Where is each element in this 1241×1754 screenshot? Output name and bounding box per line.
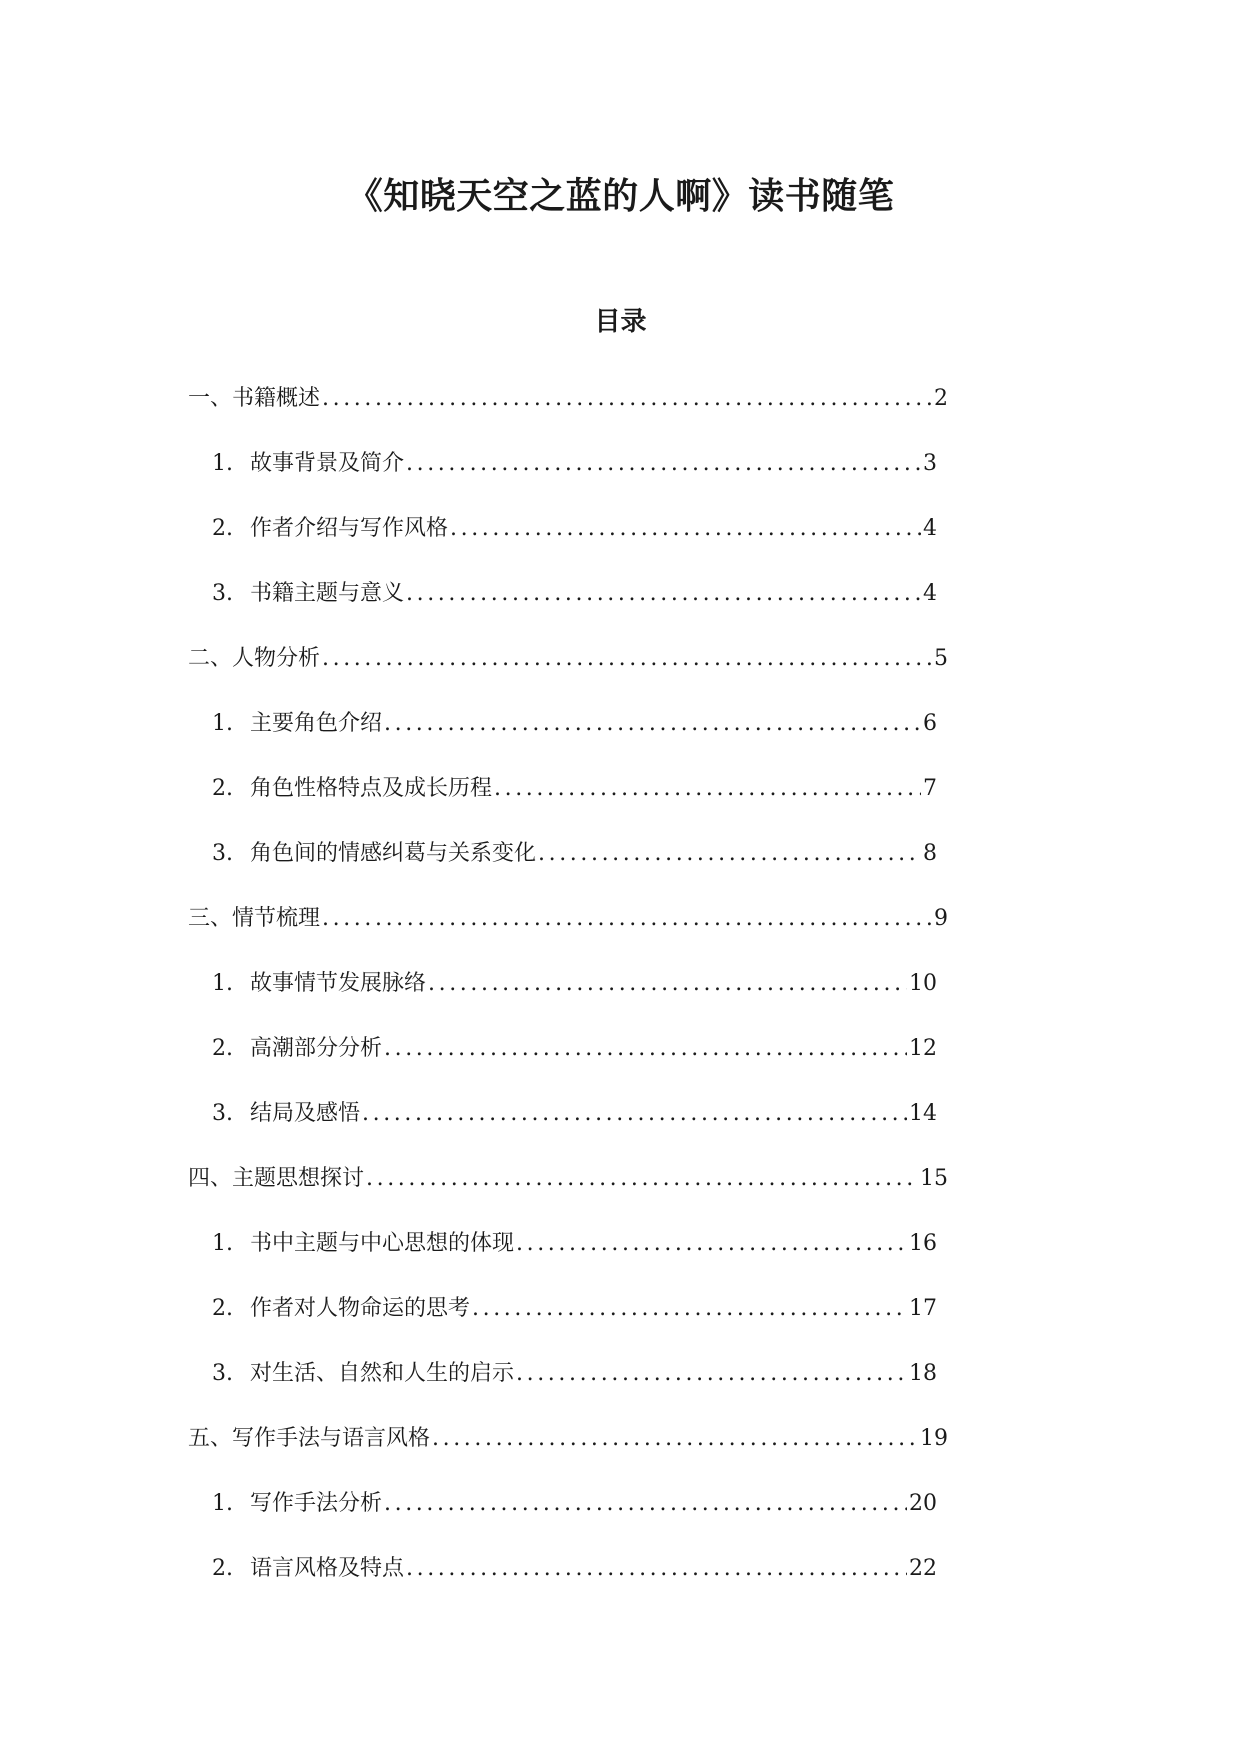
toc-entry-label: 角色性格特点及成长历程 [250,776,493,801]
toc-entry-label: 主要角色介绍 [250,711,383,736]
toc-entry-label: 故事背景及简介 [250,451,405,476]
toc-dot-leader [384,707,921,741]
table-of-contents [188,382,948,1617]
document-title: 《知晓天空之蓝的人啊》读书随笔 [346,176,895,218]
toc-dot-leader [366,1162,918,1196]
toc-entry-number: 1. [212,711,233,736]
toc-section-entry[interactable] [188,642,948,707]
toc-entry-number: 3. [212,581,233,606]
toc-dot-leader [322,382,932,416]
toc-page-number: 9 [934,906,948,931]
toc-dot-leader [432,1422,918,1456]
toc-dot-leader [494,772,921,806]
toc-subsection-entry[interactable] [188,577,937,642]
toc-page-number: 4 [923,516,937,541]
toc-entry-number: 3. [212,1101,233,1126]
toc-subsection-entry[interactable] [188,1552,937,1617]
toc-dot-leader [322,902,932,936]
toc-entry-label: 一、书籍概述 [188,386,321,411]
toc-entry-label: 角色间的情感纠葛与关系变化 [250,841,537,866]
toc-entry-label: 书中主题与中心思想的体现 [250,1231,515,1256]
toc-dot-leader [472,1292,907,1326]
toc-entry-number: 1. [212,1231,233,1256]
toc-entry-number: 2. [212,1296,233,1321]
toc-entry-label: 三、情节梳理 [188,906,321,931]
toc-entry-label: 书籍主题与意义 [250,581,405,606]
toc-subsection-entry[interactable] [188,1227,937,1292]
toc-subsection-entry[interactable] [188,1032,937,1097]
toc-page-number: 7 [923,776,937,801]
toc-subsection-entry[interactable] [188,967,937,1032]
toc-subsection-entry[interactable] [188,772,937,837]
toc-page-number: 2 [934,386,948,411]
toc-dot-leader [516,1357,907,1391]
toc-dot-leader [516,1227,907,1261]
toc-page-number: 3 [923,451,937,476]
toc-entry-number: 2. [212,1036,233,1061]
toc-dot-leader [406,1552,907,1586]
toc-entry-label: 高潮部分分析 [250,1036,383,1061]
toc-entry-label: 作者介绍与写作风格 [250,516,449,541]
toc-entry-number: 2. [212,1556,233,1581]
toc-subsection-entry[interactable] [188,447,937,512]
toc-page-number: 18 [909,1361,937,1386]
toc-entry-label: 故事情节发展脉络 [250,971,427,996]
toc-dot-leader [538,837,921,871]
toc-dot-leader [362,1097,907,1131]
toc-entry-label: 对生活、自然和人生的启示 [250,1361,515,1386]
toc-dot-leader [406,577,921,611]
toc-dot-leader [450,512,921,546]
toc-dot-leader [384,1032,907,1066]
toc-subsection-entry[interactable] [188,1487,937,1552]
toc-entry-number: 1. [212,971,233,996]
toc-entry-label: 结局及感悟 [250,1101,361,1126]
toc-page-number: 5 [934,646,948,671]
toc-page-number: 22 [909,1556,937,1581]
toc-page-number: 17 [909,1296,937,1321]
toc-subsection-entry[interactable] [188,1097,937,1162]
toc-dot-leader [384,1487,907,1521]
toc-page-number: 8 [923,841,937,866]
toc-page-number: 15 [920,1166,948,1191]
toc-dot-leader [322,642,932,676]
toc-entry-label: 写作手法分析 [250,1491,383,1516]
toc-entry-number: 3. [212,1361,233,1386]
toc-entry-label: 语言风格及特点 [250,1556,405,1581]
toc-entry-label: 四、主题思想探讨 [188,1166,365,1191]
toc-section-entry[interactable] [188,902,948,967]
toc-subsection-entry[interactable] [188,837,937,902]
toc-entry-number: 3. [212,841,233,866]
toc-entry-label: 五、写作手法与语言风格 [188,1426,431,1451]
toc-heading: 目录 [594,306,647,337]
toc-entry-label: 作者对人物命运的思考 [250,1296,471,1321]
toc-page-number: 16 [909,1231,937,1256]
toc-dot-leader [406,447,921,481]
toc-page-number: 12 [909,1036,937,1061]
toc-section-entry[interactable] [188,1162,948,1227]
toc-entry-number: 2. [212,516,233,541]
toc-page-number: 10 [909,971,937,996]
toc-page-number: 14 [909,1101,937,1126]
toc-dot-leader [428,967,907,1001]
toc-subsection-entry[interactable] [188,1292,937,1357]
toc-subsection-entry[interactable] [188,1357,937,1422]
toc-section-entry[interactable] [188,382,948,447]
toc-entry-number: 2. [212,776,233,801]
toc-entry-number: 1. [212,1491,233,1516]
toc-page-number: 20 [909,1491,937,1516]
toc-section-entry[interactable] [188,1422,948,1487]
toc-page-number: 19 [920,1426,948,1451]
toc-page-number: 6 [923,711,937,736]
toc-subsection-entry[interactable] [188,707,937,772]
toc-subsection-entry[interactable] [188,512,937,577]
toc-entry-label: 二、人物分析 [188,646,321,671]
toc-entry-number: 1. [212,451,233,476]
toc-page-number: 4 [923,581,937,606]
